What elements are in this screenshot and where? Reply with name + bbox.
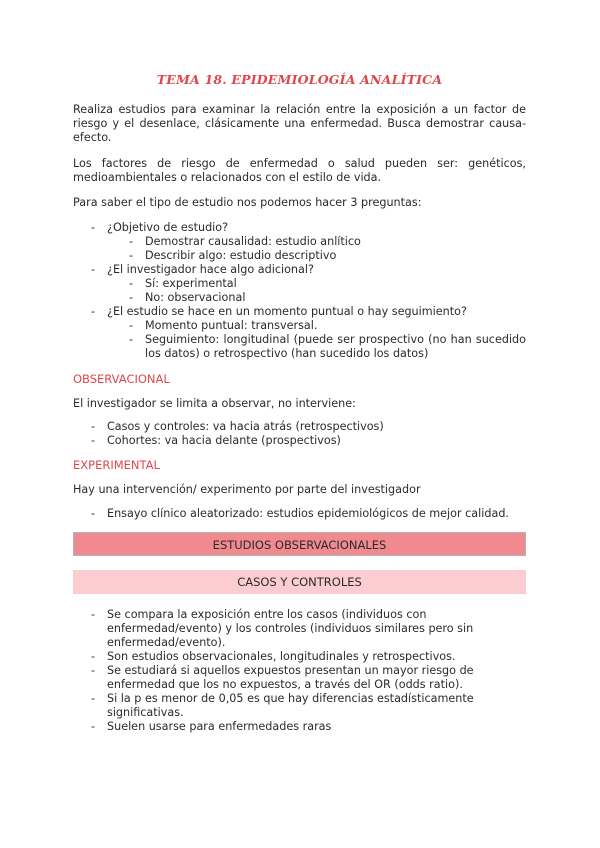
list-item: - Cohortes: va hacia delante (prospectivos): [73, 434, 526, 448]
list-item: - ¿Objetivo de estudio? - Demostrar causalidad: estudio anlítico - Describir algo: estudio descriptivo: [73, 221, 526, 263]
questions-list: [73, 221, 526, 361]
list-item: - Suelen usarse para enfermedades raras: [73, 720, 526, 734]
list-item: - Si la p es menor de 0,05 es que hay diferencias estadísticamente significativas.: [73, 692, 526, 720]
experimental-heading: EXPERIMENTAL: [73, 458, 160, 472]
section-band-casos: CASOS Y CONTROLES: [73, 570, 526, 594]
list-item: - Se estudiará si aquellos expuestos presentan un mayor riesgo de enfermedad que los no expuestos, a través del OR (odds ratio).: [73, 664, 526, 692]
section-band-observacionales: ESTUDIOS OBSERVACIONALES: [73, 532, 526, 556]
list-item: - Demostrar causalidad: estudio anlítico: [73, 235, 526, 249]
list-item: - Casos y controles: va hacia atrás (retrospectivos): [73, 420, 526, 434]
observacional-list: [73, 420, 526, 448]
list-item: - Ensayo clínico aleatorizado: estudios epidemiológicos de mejor calidad.: [73, 507, 526, 521]
list-item: - No: observacional: [73, 291, 526, 305]
observacional-heading: OBSERVACIONAL: [73, 372, 170, 386]
list-item: - Sí: experimental: [73, 277, 526, 291]
observacional-text: El investigador se limita a observar, no interviene:: [73, 397, 356, 410]
experimental-list: [73, 507, 526, 521]
list-item: - Describir algo: estudio descriptivo: [73, 249, 526, 263]
page-title: TEMA 18. EPIDEMIOLOGÍA ANALÍTICA: [156, 72, 443, 87]
questions-intro: Para saber el tipo de estudio nos podemos hacer 3 preguntas:: [73, 196, 422, 209]
list-item: - ¿El investigador hace algo adicional? - Sí: experimental - No: observacional: [73, 263, 526, 305]
list-item: - Seguimiento: longitudinal (puede ser prospectivo (no han sucedido los datos) o retrospectivo (han sucedido los datos): [73, 333, 526, 361]
intro-paragraph: Realiza estudios para examinar la relación entre la exposición a un factor de riesgo y el desenlace, clásicamente una enfermedad. Busca demostrar causa-efecto.: [73, 103, 526, 144]
experimental-text: Hay una intervención/ experimento por parte del investigador: [73, 483, 421, 496]
list-item: - Son estudios observacionales, longitudinales y retrospectivos.: [73, 650, 526, 664]
list-item: - ¿El estudio se hace en un momento puntual o hay seguimiento? - Momento puntual: transversal. - Seguimiento: longitudinal (puede ser prospectivo (no han sucedido los datos) o retrospectivo (han sucedido los datos): [73, 305, 526, 361]
casos-list: [73, 608, 526, 734]
list-item: - Se compara la exposición entre los casos (individuos con enfermedad/evento) y los controles (individuos similares pero sin enfermedad/evento).: [73, 608, 526, 650]
list-item: - Momento puntual: transversal.: [73, 319, 526, 333]
factors-paragraph: Los factores de riesgo de enfermedad o salud pueden ser: genéticos, medioambientales o relacionados con el estilo de vida.: [73, 157, 526, 184]
